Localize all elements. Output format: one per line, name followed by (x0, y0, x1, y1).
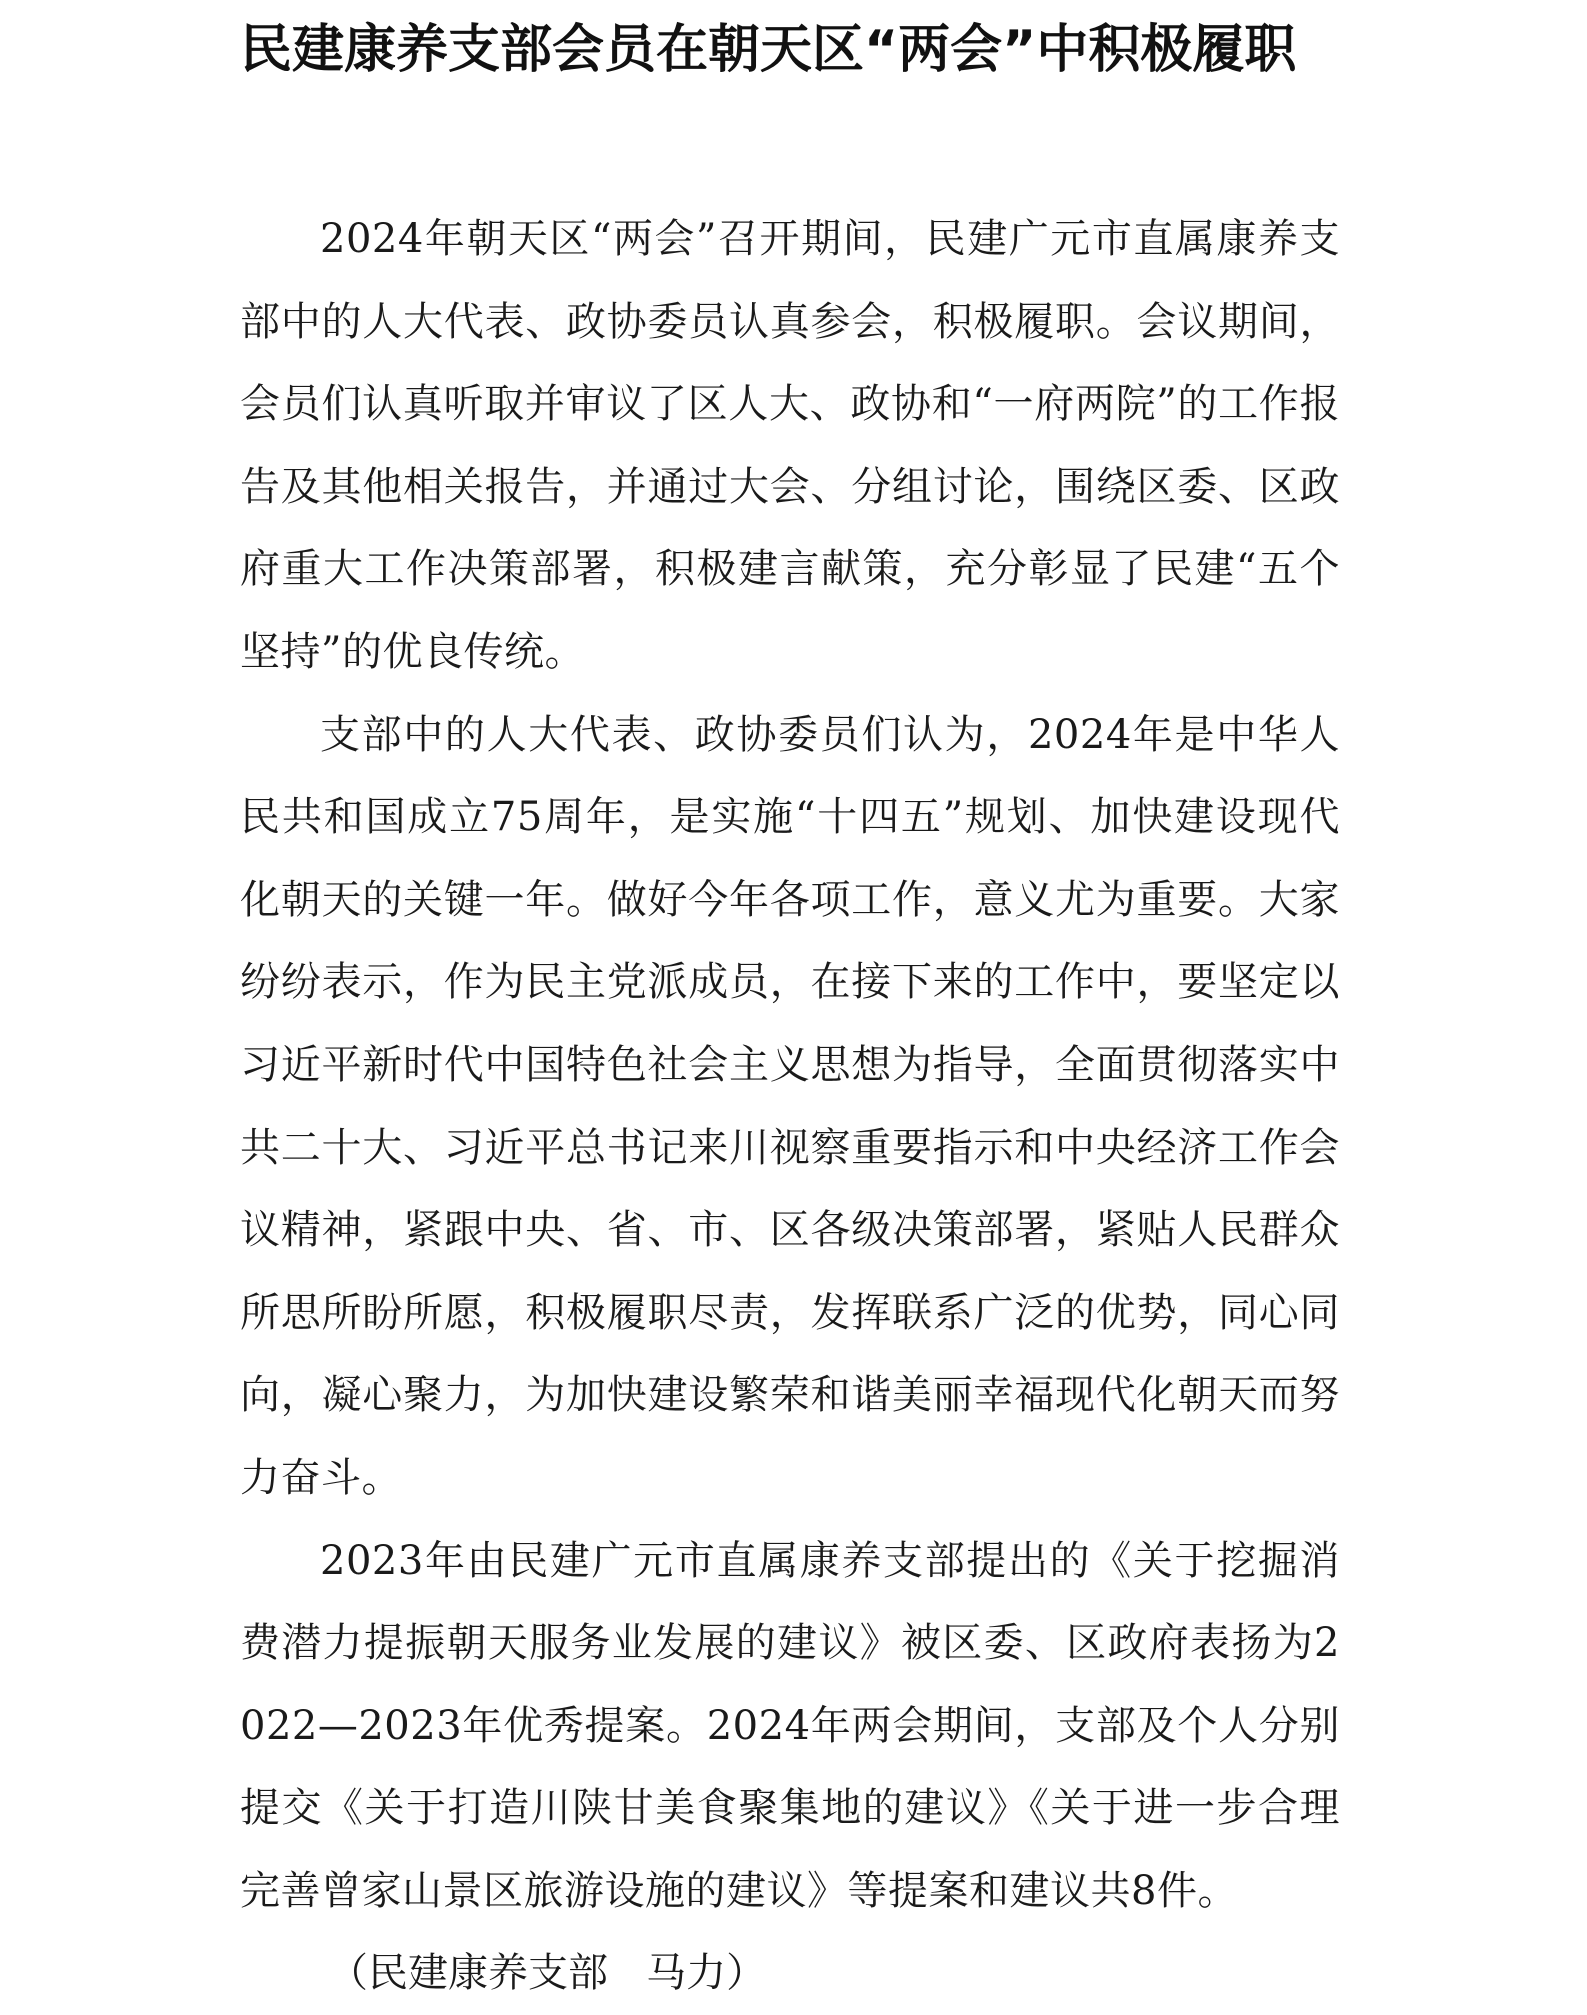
article-signature: （民建康养支部 马力） (328, 1950, 767, 1997)
document-page (240, 0, 1340, 1997)
article-body (240, 198, 1340, 2015)
article-title: 民建康养支部会员在朝天区“两会”中积极履职 (240, 20, 1297, 80)
paragraph-2: 支部中的人大代表、政协委员们认为，2024年是中华人民共和国成立75周年，是实施“十四五”规划、加快建设现代化朝天的关键一年。做好今年各项工作，意义尤为重要。大家纷纷表示，作为民主党派成员，在接下来的工作中，要坚定以习近平新时代中国特色社会主义思想为指导，全面贯彻落实中共二十大、习近平总书记来川视察重要指示和中央经济工作会议精神，紧跟中央、省、市、区各级决策部署，紧贴人民群众所思所盼所愿，积极履职尽责，发挥联系广泛的优势，同心同向，凝心聚力，为加快建设繁荣和谐美丽幸福现代化朝天而努力奋斗。 (240, 711, 1340, 1501)
paragraph-1: 2024年朝天区“两会”召开期间，民建广元市直属康养支部中的人大代表、政协委员认真参会，积极履职。会议期间，会员们认真听取并审议了区人大、政协和“一府两院”的工作报告及其他相关报告，并通过大会、分组讨论，围绕区委、区政府重大工作决策部署，积极建言献策，充分彰显了民建“五个坚持”的优良传统。 (240, 216, 1340, 675)
paragraph-3: 2023年由民建广元市直属康养支部提出的《关于挖掘消费潜力提振朝天服务业发展的建议》被区委、区政府表扬为2022—2023年优秀提案。2024年两会期间，支部及个人分别提交《关于打造川陕甘美食聚集地的建议》《关于进一步合理完善曾家山景区旅游设施的建议》等提案和建议共8件。 (240, 1537, 1340, 1914)
